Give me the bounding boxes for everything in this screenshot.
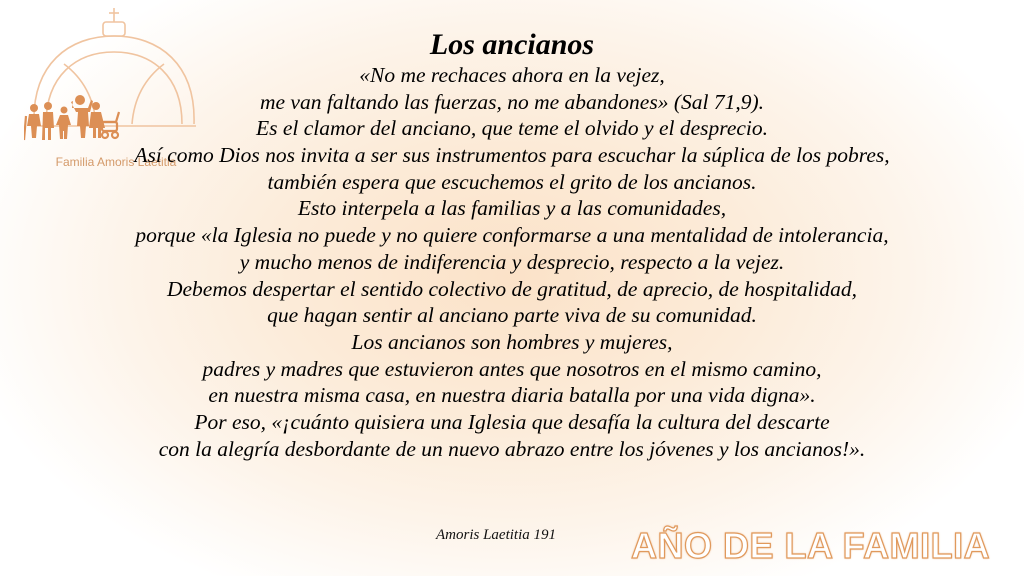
quote-line: en nuestra misma casa, en nuestra diaria batalla por una vida digna». xyxy=(208,383,816,408)
quote-line: Así como Dios nos invita a ser sus instrumentos para escuchar la súplica de los pobres, xyxy=(134,143,890,168)
quote-line: Debemos despertar el sentido colectivo de gratitud, de aprecio, de hospitalidad, xyxy=(166,276,858,301)
quote-line: Los ancianos son hombres y mujeres, xyxy=(351,329,673,354)
logo-name: Familia Amoris Laetitia xyxy=(55,155,177,169)
source-citation: Amoris Laetitia 191 xyxy=(436,527,557,543)
quote-line: también espera que escuchemos el grito de los ancianos. xyxy=(267,169,757,194)
quote-line: padres y madres que estuvieron antes que nosotros en el mismo camino, xyxy=(202,356,822,381)
quote-line: «No me rechaces ahora en la vejez, xyxy=(359,63,665,87)
quote-line: porque «la Iglesia no puede y no quiere conformarse a una mentalidad de intolerancia, xyxy=(135,223,889,248)
page-title: Los ancianos xyxy=(429,28,595,61)
year-banner: AÑO DE LA FAMILIA xyxy=(631,525,991,566)
quote-line: con la alegría desbordante de un nuevo abrazo entre los jóvenes y los ancianos!». xyxy=(158,436,866,461)
quote-line: Por eso, «¡cuánto quisiera una Iglesia que desafía la cultura del descarte xyxy=(194,409,830,434)
quote-line: Esto interpela a las familias y a las comunidades, xyxy=(297,196,727,221)
quote-line: que hagan sentir al anciano parte viva de su comunidad. xyxy=(267,303,757,328)
quote-line: y mucho menos de indiferencia y desprecio, respecto a la vejez. xyxy=(239,249,785,274)
quote-line: me van faltando las fuerzas, no me abandones» (Sal 71,9). xyxy=(259,89,764,114)
quote-line: Es el clamor del anciano, que teme el olvido y el desprecio. xyxy=(255,116,769,141)
quote-block xyxy=(0,28,1024,462)
